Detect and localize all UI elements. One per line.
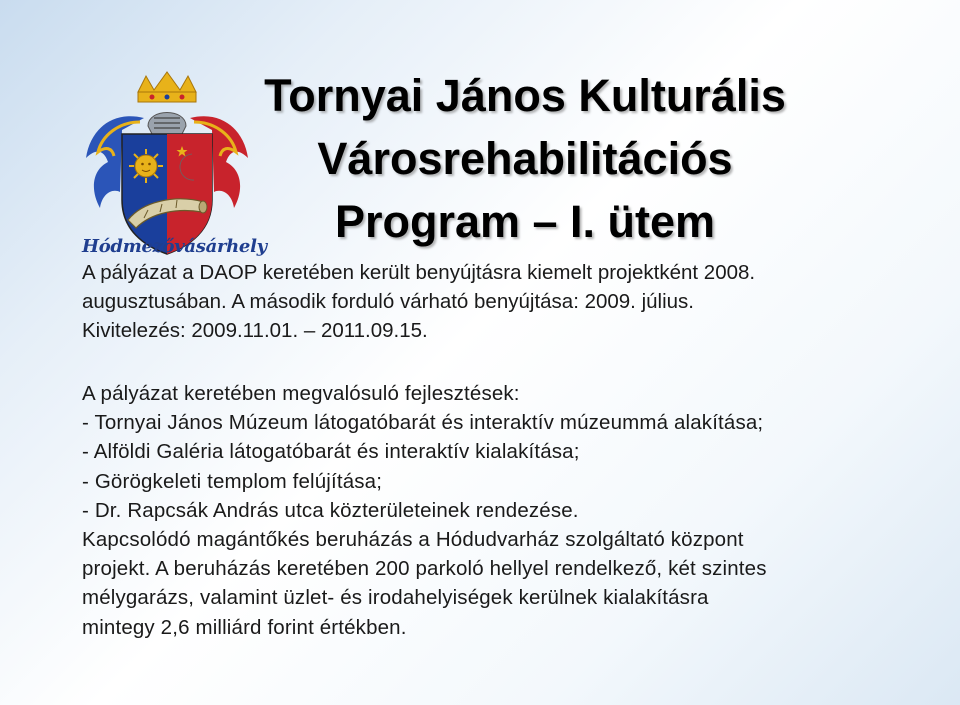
title-line-2: Városrehabilitációs (317, 133, 733, 184)
logo-caption: Hódmezővásárhely (82, 236, 267, 257)
intro-line: Kivitelezés: 2009.11.01. – 2011.09.15. (82, 319, 428, 342)
title-line-3: Program – I. ütem (334, 196, 716, 247)
details-line: mélygarázs, valamint üzlet- és irodahelyiségek kerülnek kialakításra (82, 586, 709, 610)
page-title (230, 64, 820, 253)
slide-body (82, 258, 942, 642)
intro-paragraph (82, 258, 942, 345)
title-line-1: Tornyai János Kulturális (264, 70, 786, 121)
intro-line: A pályázat a DAOP keretében került benyújtásra kiemelt projektként 2008. (82, 261, 756, 284)
list-item: - Tornyai János Múzeum látogatóbarát és interaktív múzeummá alakítása; (82, 411, 764, 435)
list-item: - Görögkeleti templom felújítása; (82, 469, 383, 493)
details-line: Kapcsolódó magántőkés beruházás a Hódudvarház szolgáltató központ (82, 528, 744, 552)
details-line: mintegy 2,6 milliárd forint értékben. (82, 615, 407, 639)
details-heading: A pályázat keretében megvalósuló fejlesztések: (82, 382, 520, 405)
details-paragraph (82, 379, 942, 642)
intro-line: augusztusában. A második forduló várható benyújtása: 2009. július. (82, 290, 694, 313)
list-item: - Dr. Rapcsák András utca közterületeinek rendezése. (82, 498, 579, 522)
details-line: projekt. A beruházás keretében 200 parkoló hellyel rendelkező, két szintes (82, 557, 767, 581)
list-item: - Alföldi Galéria látogatóbarát és interaktív kialakítása; (82, 440, 580, 464)
